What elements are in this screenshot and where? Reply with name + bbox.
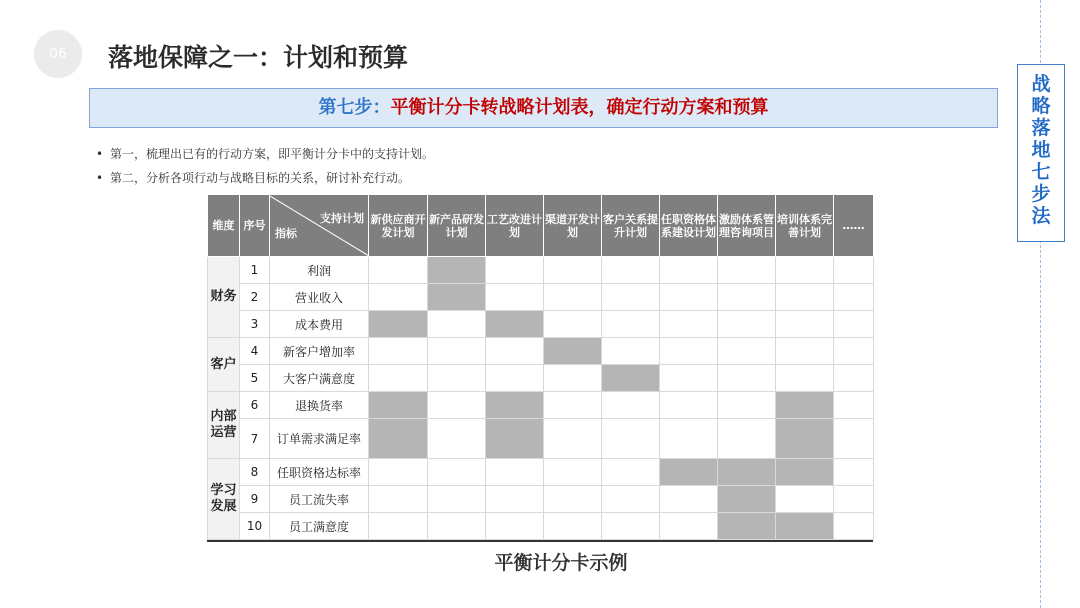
table-header-row [208,195,874,257]
row-number: 2 [240,284,270,311]
row-metric: 新客户增加率 [270,338,369,365]
dimension-cell: 内部运营 [208,392,240,459]
header-index: 序号 [240,195,270,257]
header-plan: 客户关系提升计划 [602,195,660,257]
row-number: 7 [240,419,270,459]
table-row [208,338,874,365]
dimension-cell: 财务 [208,257,240,338]
diagonal-divider [270,196,369,256]
side-label-char: 略 [1031,95,1051,117]
header-support-plan: 支持计划 [320,211,364,225]
header-corner [270,195,369,257]
header-plan: 工艺改进计划 [486,195,544,257]
row-metric: 员工流失率 [270,486,369,513]
row-metric: 成本费用 [270,311,369,338]
bullet-list [96,145,434,193]
bullet-item: • 第二，分析各项行动与战略目标的关系，研讨补充行动。 [96,171,411,185]
header-plan: 新产品研发计划 [428,195,486,257]
slide-number-badge: 06 [34,30,82,78]
step-banner [89,88,998,128]
row-metric: 订单需求满足率 [270,419,369,459]
table-bottom-rule [207,540,873,542]
side-label-char: 地 [1031,139,1051,161]
table-caption: 平衡计分卡示例 [494,552,628,574]
table-row [208,419,874,459]
table-row [208,257,874,284]
table-row [208,365,874,392]
header-plan: 任职资格体系建设计划 [660,195,718,257]
side-label-char: 步 [1031,183,1051,205]
row-metric: 营业收入 [270,284,369,311]
step-label: 第七步： [318,97,391,118]
table-row [208,392,874,419]
header-plan: 培训体系完善计划 [776,195,834,257]
bullet-item: • 第一，梳理出已有的行动方案，即平衡计分卡中的支持计划。 [96,147,435,161]
row-number: 1 [240,257,270,284]
row-number: 5 [240,365,270,392]
row-number: 6 [240,392,270,419]
header-dimension: 维度 [208,195,240,257]
header-plan: 新供应商开发计划 [369,195,428,257]
table-row [208,311,874,338]
dimension-cell: 学习发展 [208,459,240,540]
row-number: 8 [240,459,270,486]
row-metric: 退换货率 [270,392,369,419]
row-number: 9 [240,486,270,513]
row-metric: 员工满意度 [270,513,369,540]
side-label-char: 战 [1031,73,1051,95]
header-plan: 激励体系管理咨询项目 [718,195,776,257]
table-row [208,513,874,540]
header-plan: 渠道开发计划 [544,195,602,257]
header-plan-more: …… [834,195,874,257]
balanced-scorecard-table [207,194,874,540]
header-metric: 指标 [275,226,297,240]
side-label-char: 法 [1031,205,1051,227]
side-label-char: 落 [1031,117,1051,139]
dimension-cell: 客户 [208,338,240,392]
row-number: 10 [240,513,270,540]
side-label-box [1017,64,1065,242]
side-label-char: 七 [1031,161,1051,183]
slide-title: 落地保障之一：计划和预算 [108,43,409,72]
step-text: 平衡计分卡转战略计划表，确定行动方案和预算 [390,97,769,118]
table-row [208,459,874,486]
row-metric: 任职资格达标率 [270,459,369,486]
table-row [208,284,874,311]
row-number: 3 [240,311,270,338]
row-number: 4 [240,338,270,365]
row-metric: 利润 [270,257,369,284]
table-row [208,486,874,513]
row-metric: 大客户满意度 [270,365,369,392]
